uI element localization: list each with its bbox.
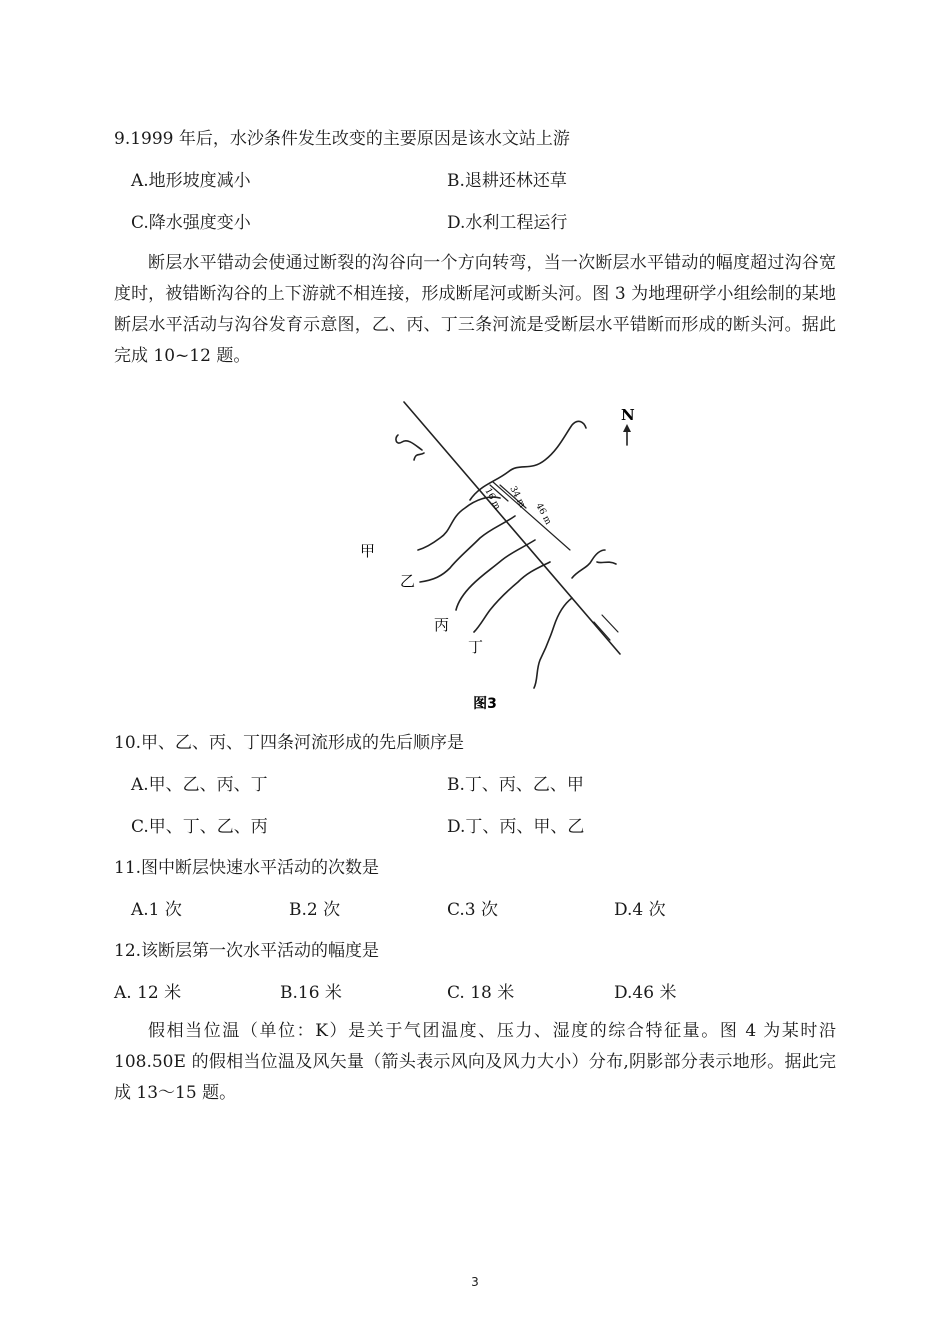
q10-option-c: C.甲、丁、乙、丙 (131, 817, 268, 837)
q9-option-c: C.降水强度变小 (131, 213, 251, 233)
q12-option-d: D.46 米 (614, 983, 677, 1003)
river-jia (418, 497, 500, 550)
q10-option-d: D.丁、丙、甲、乙 (447, 817, 585, 837)
label-yi: 乙 (400, 572, 416, 590)
passage-fault: 断层水平错动会使通过断裂的沟谷向一个方向转弯，当一次断层水平错动的幅度超过沟谷宽度时，被错断沟谷的上下游就不相连接，形成断尾河或断头河。图 3 为地理研学小组绘制的某地断层水平活动与沟谷发育示意图，乙、丙、丁三条河流是受断层水平错断而形成的断头河。据此完成 10~12 题。 (114, 253, 836, 366)
north-label: N (621, 406, 635, 424)
measure-46m: 46 m (533, 501, 553, 527)
q9-stem: 9.1999 年后，水沙条件发生改变的主要原因是该水文站上游 (114, 129, 570, 149)
q10-option-a: A.甲、乙、丙、丁 (131, 775, 268, 795)
figure-caption: 图3 (473, 696, 497, 712)
passage-theta: 假相当位温（单位：K）是关于气团温度、压力、湿度的综合特征量。图 4 为某时沿 108.50E 的假相当位温及风矢量（箭头表示风向及风力大小）分布,阴影部分表示地形。据此完成 13～15 题。 (114, 1021, 836, 1103)
q9-option-d: D.水利工程运行 (447, 213, 568, 233)
q11-stem: 11.图中断层快速水平活动的次数是 (114, 858, 380, 878)
q11-option-a: A.1 次 (131, 900, 182, 920)
q11-option-b: B.2 次 (289, 900, 341, 920)
q12-stem: 12.该断层第一次水平活动的幅度是 (114, 941, 380, 961)
q11-option-c: C.3 次 (447, 900, 499, 920)
measure-16m: 16 m (482, 486, 502, 512)
label-jia: 甲 (360, 542, 376, 560)
measure-46m-line (493, 482, 570, 550)
river-upstream-south (572, 550, 605, 578)
q9-option-b: B.退耕还林还草 (447, 171, 567, 191)
q12-option-b: B.16 米 (280, 983, 342, 1003)
q12-option-c: C. 18 米 (447, 983, 515, 1003)
page-number: 3 (471, 1275, 479, 1289)
fault-diagram (340, 390, 635, 720)
river-upstream-branch (597, 562, 616, 564)
motion-arrow-down (594, 622, 610, 640)
label-bing: 丙 (434, 616, 450, 634)
river-jia-upper (396, 435, 424, 460)
river-yi (420, 516, 515, 582)
figure-3 (340, 390, 635, 720)
q10-option-b: B.丁、丙、乙、甲 (447, 775, 584, 795)
motion-arrow-up (602, 615, 618, 632)
label-ding: 丁 (468, 638, 484, 656)
q12-option-a: A. 12 米 (114, 983, 182, 1003)
north-arrow-head (623, 424, 631, 432)
q11-option-d: D.4 次 (614, 900, 666, 920)
river-lower (534, 598, 572, 688)
measure-34m: 34 m (507, 484, 527, 510)
q10-stem: 10.甲、乙、丙、丁四条河流形成的先后顺序是 (114, 733, 465, 753)
q9-option-a: A.地形坡度减小 (131, 171, 251, 191)
